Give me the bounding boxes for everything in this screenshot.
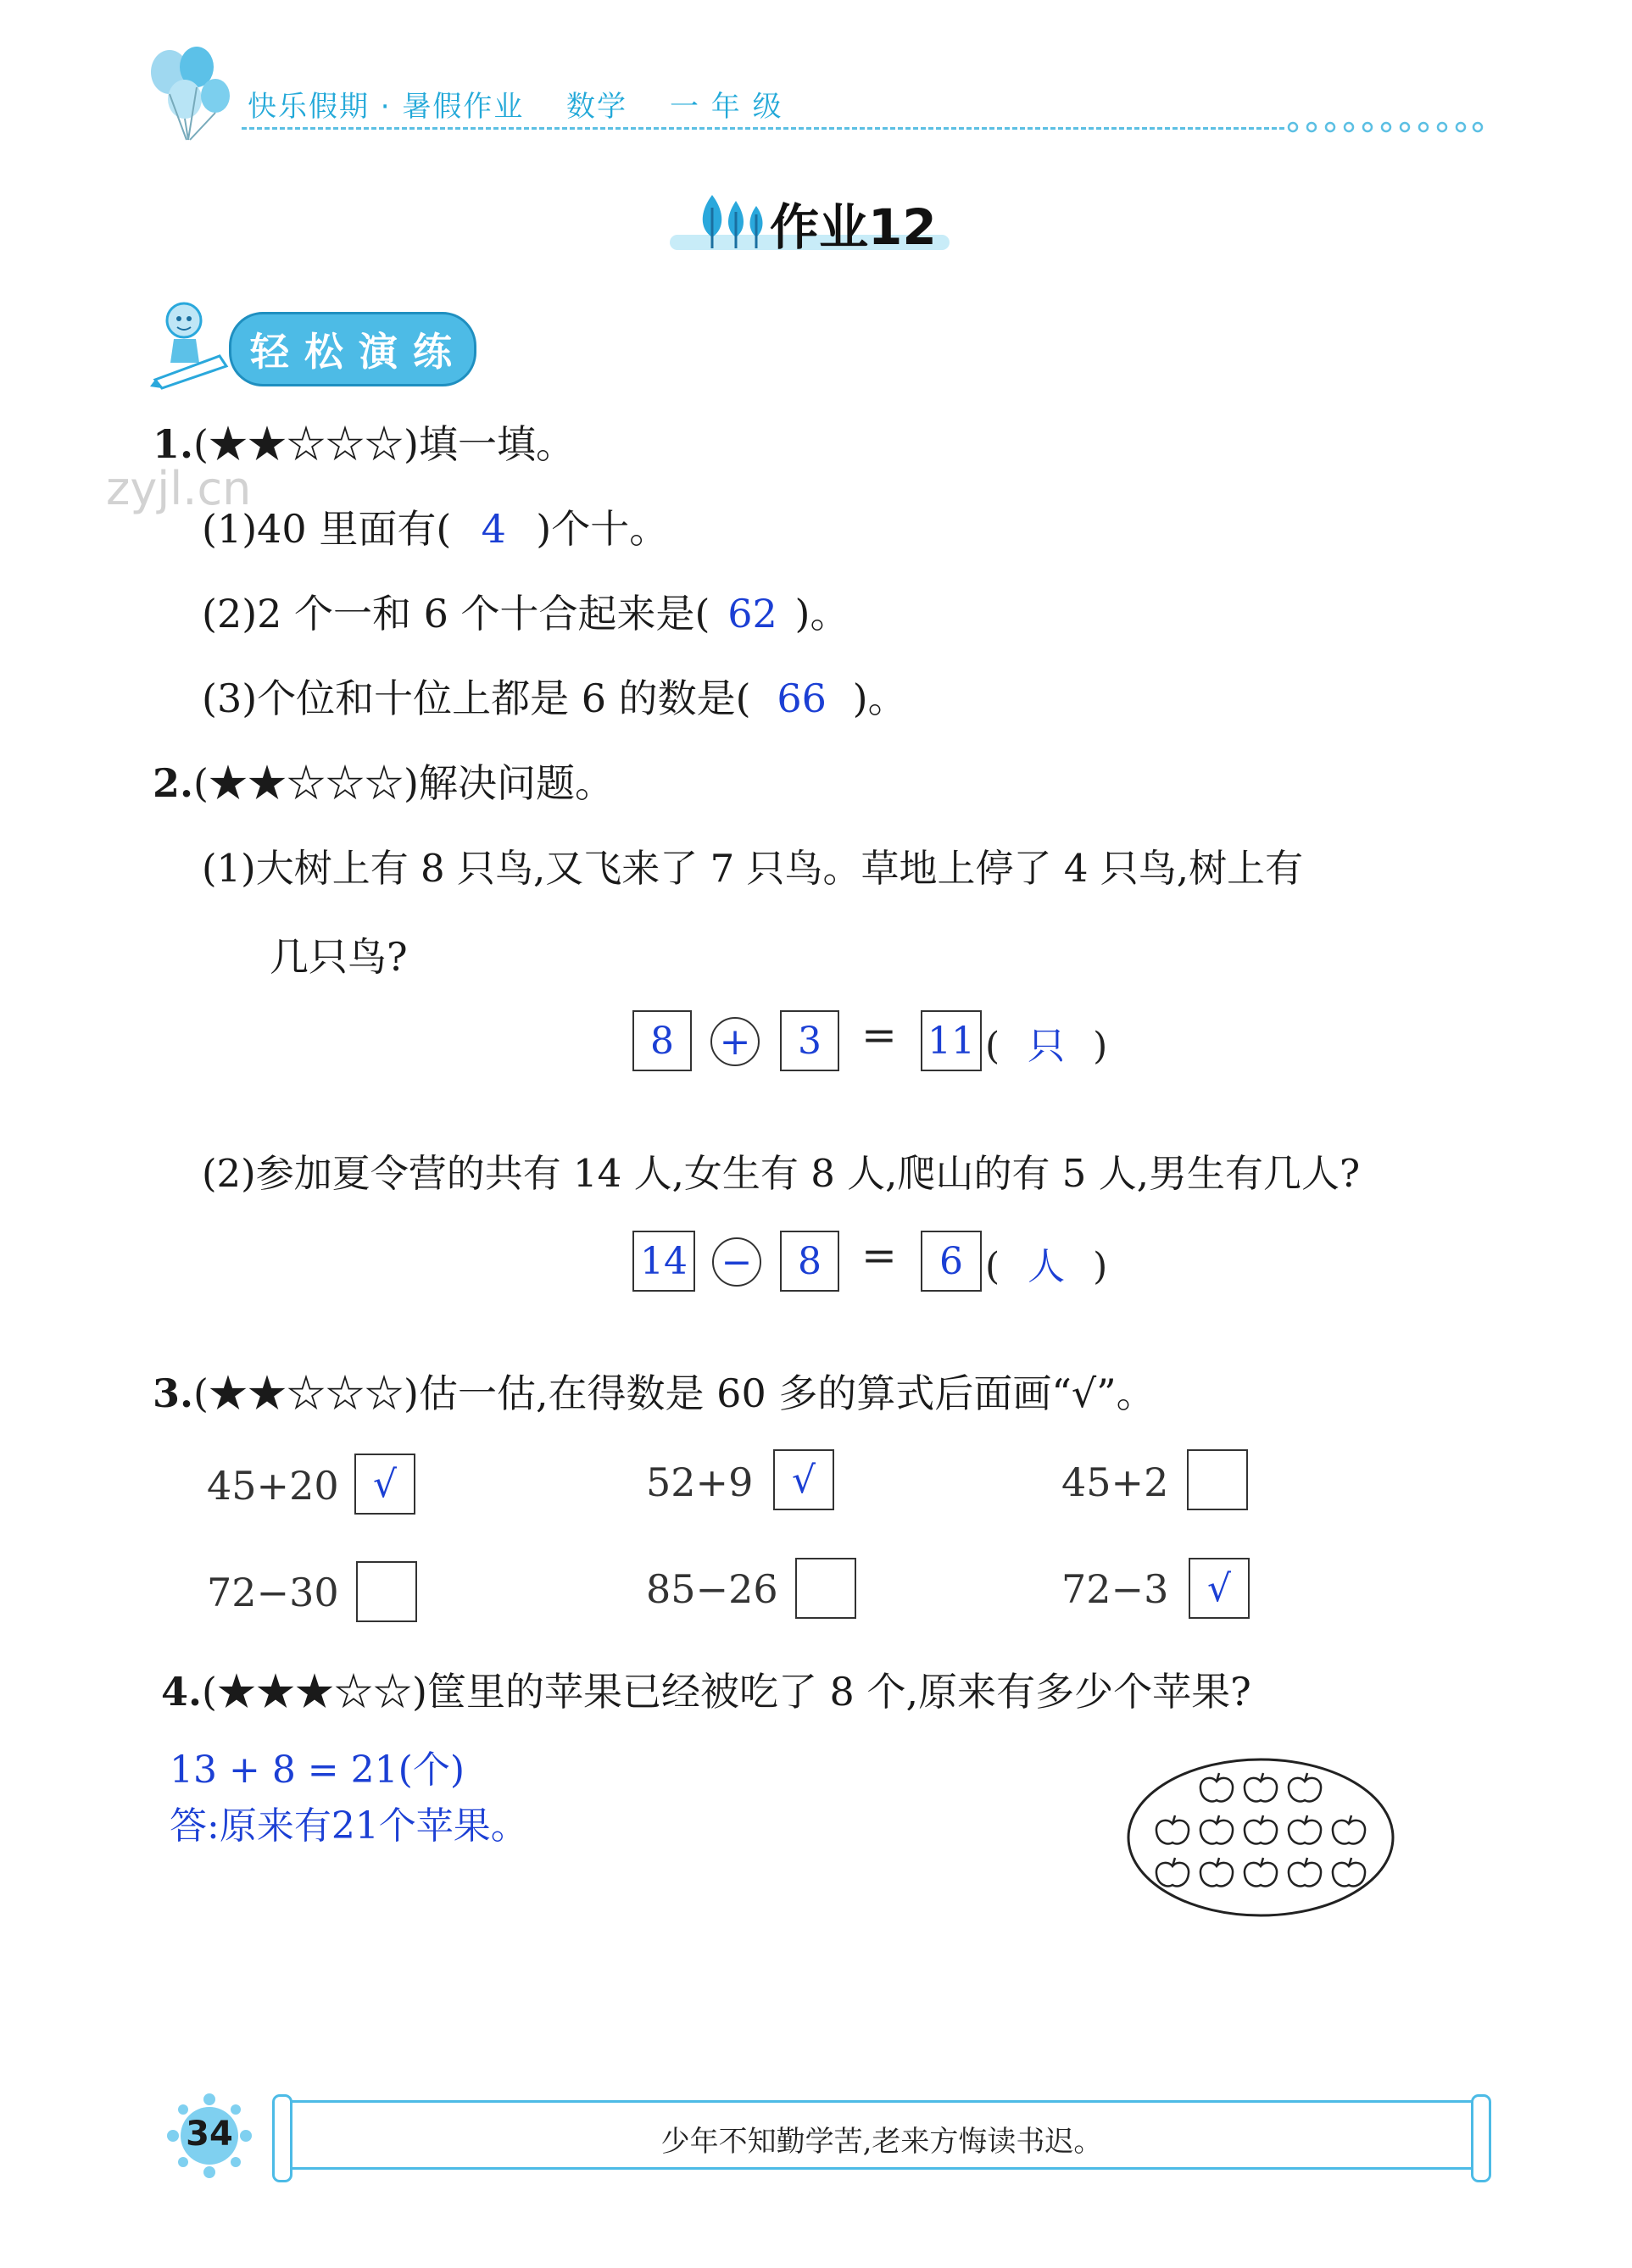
q1-item-2: (2)2 个一和 6 个十合起来是( 62 )。 <box>202 591 849 636</box>
header <box>0 0 1632 144</box>
apple-icon <box>1200 1815 1233 1843</box>
balloons-icon <box>144 47 237 148</box>
q3-box-6: √ <box>1189 1558 1250 1619</box>
apple-icon <box>1200 1858 1233 1886</box>
q3-expr-3: 45+2 <box>1061 1459 1169 1505</box>
q3-heading <box>153 1363 1156 1419</box>
apple-icon <box>1156 1858 1189 1886</box>
header-title: 快乐假期 · 暑假作业 <box>248 90 525 124</box>
assignment-title: 作业12 <box>770 198 937 256</box>
page-number: 34 <box>186 2115 233 2154</box>
q2-heading <box>153 753 614 809</box>
apple-icon <box>1245 1773 1277 1801</box>
q2-p1-line1: (1)大树上有 8 只鸟,又飞来了 7 只鸟。草地上停了 4 只鸟,树上有 <box>202 846 1304 891</box>
assignment-title-block <box>670 182 958 258</box>
q2-stars: (★★☆☆☆) <box>193 760 419 806</box>
apple-icon <box>1333 1858 1365 1886</box>
q2-p2-line1: (2)参加夏令营的共有 14 人,女生有 8 人,爬山的有 5 人,男生有几人? <box>202 1151 1361 1196</box>
q1-stars: (★★☆☆☆) <box>193 421 419 467</box>
q3-box-4 <box>356 1561 417 1622</box>
q1-item-3: (3)个位和十位上都是 6 的数是( 66 )。 <box>202 675 907 721</box>
q2-p2-equals: = <box>861 1231 897 1280</box>
q3-box-3 <box>1187 1449 1248 1510</box>
q4-heading <box>161 1661 1251 1717</box>
motto-text: 少年不知勤学苦,老来方悔读书迟。 <box>660 2125 1103 2159</box>
apple-basket <box>1123 1753 1399 1922</box>
q1-heading <box>153 414 575 470</box>
q2-p1-unit: ( 只 ) <box>985 1025 1108 1068</box>
trees-icon <box>695 191 771 250</box>
header-subject: 数学 <box>566 90 627 124</box>
q2-p1-equals: = <box>861 1010 897 1059</box>
apple-icon <box>1289 1858 1321 1886</box>
kid-on-pencil-icon <box>148 297 233 390</box>
header-divider <box>242 127 1284 130</box>
q2-p2-operator: − <box>712 1237 761 1287</box>
apple-icon <box>1245 1815 1277 1843</box>
q1-number: 1. <box>153 421 194 467</box>
q3-box-2: √ <box>773 1449 834 1510</box>
apple-icon <box>1156 1815 1189 1843</box>
q1-answer-3: 66 <box>777 675 827 721</box>
q2-p1-operator: + <box>710 1017 760 1066</box>
q3-number: 3. <box>153 1370 194 1416</box>
q3-expr-6: 72−3 <box>1061 1566 1169 1612</box>
q2-p1-line2: 几只鸟? <box>270 934 408 980</box>
q3-box-1: √ <box>354 1454 415 1515</box>
apple-icon <box>1333 1815 1365 1843</box>
q4-number: 4. <box>161 1669 203 1715</box>
q2-p1-box-result: 11 <box>921 1010 982 1071</box>
q1-answer-1: 4 <box>481 506 506 552</box>
q3-stars: (★★☆☆☆) <box>193 1370 419 1416</box>
header-dots <box>1284 119 1484 136</box>
q4-prompt: 筐里的苹果已经被吃了 8 个,原来有多少个苹果? <box>426 1669 1251 1715</box>
apple-icon <box>1289 1773 1321 1801</box>
q4-answer-line-1: 13 + 8 = 21(个) <box>170 1748 465 1792</box>
q3-prompt: 估一估,在得数是 60 多的算式后面画“√”。 <box>418 1370 1156 1416</box>
q3-expr-1: 45+20 <box>207 1463 339 1509</box>
apple-icon <box>1245 1858 1277 1886</box>
q2-p2-box-result: 6 <box>921 1231 982 1292</box>
q2-p1-box-a: 8 <box>632 1010 692 1071</box>
apple-icon <box>1289 1815 1321 1843</box>
q2-p2-box-a: 14 <box>632 1231 695 1292</box>
q2-p2-unit: ( 人 ) <box>985 1245 1108 1288</box>
apple-icon <box>1200 1773 1233 1801</box>
q1-item-1: (1)40 里面有( 4 )个十。 <box>202 506 669 552</box>
q3-box-5 <box>795 1558 856 1619</box>
q2-p2-box-b: 8 <box>780 1231 839 1292</box>
section-label: 轻松演练 <box>229 312 476 386</box>
header-grade: 一 年 级 <box>670 90 783 124</box>
q2-prompt: 解决问题。 <box>418 760 614 806</box>
q4-stars: (★★★☆☆) <box>202 1669 427 1715</box>
q2-p1-box-b: 3 <box>780 1010 839 1071</box>
q1-answer-2: 62 <box>727 591 777 636</box>
watermark: zyjl.cn <box>106 462 252 515</box>
q2-number: 2. <box>153 760 194 806</box>
motto-scroll <box>280 2100 1484 2170</box>
q1-prompt: 填一填。 <box>418 421 575 467</box>
q3-expr-4: 72−30 <box>207 1570 339 1615</box>
q4-answer-line-2: 答:原来有21个苹果。 <box>170 1804 528 1848</box>
section-label-block <box>148 297 487 390</box>
q3-expr-5: 85−26 <box>646 1566 778 1612</box>
q3-expr-2: 52+9 <box>646 1459 754 1505</box>
